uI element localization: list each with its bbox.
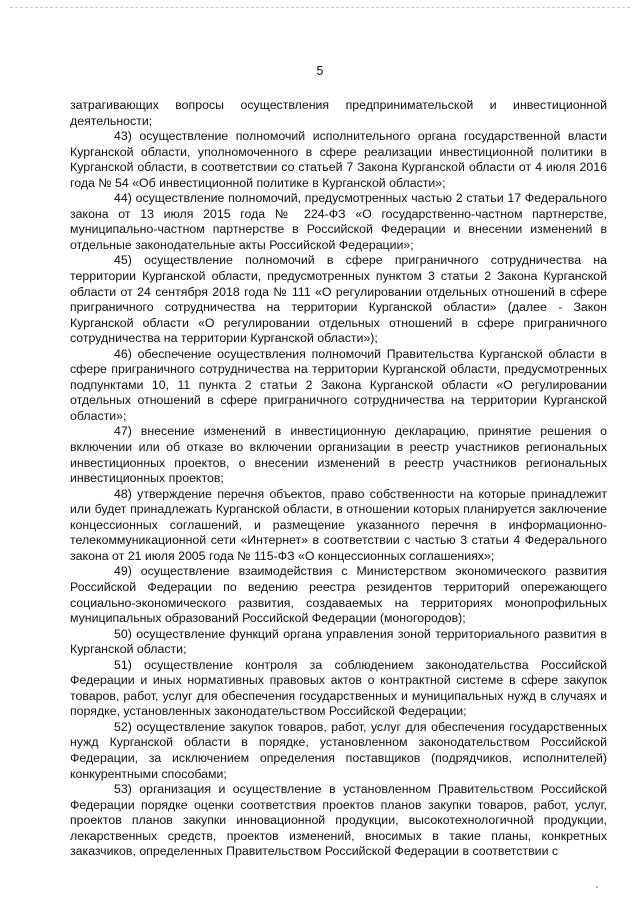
paragraph-44: 44) осуществление полномочий, предусмотренных частью 2 статьи 17 Федерального закона от 13 июля 2015 года № 224-ФЗ «О государственно-частном партнерстве, муниципально-частном партнерстве в Российской Федерации и внесении изменений в отдельные законодательные акты Российской Федерации»; bbox=[70, 191, 607, 252]
paragraph-53: 53) организация и осуществление в установленном Правительством Российской Федерации порядке оценки соответствия проектов планов закупки товаров, работ, услуг, проектов планов закупки инновационной продукции, высокотехнологичной продукции, лекарственных средств, проектов изменений, вносимых в такие планы, конкретных заказчиков, определенных Правительством Российской Федерации в соответствии с bbox=[70, 782, 607, 859]
paragraph-43: 43) осуществление полномочий исполнительного органа государственной власти Курганской области, уполномоченного в сфере реализации инвестиционной политики в Курганской области, в соответствии со статьей 7 Закона Курганской области от 4 июля 2016 года № 54 «Об инвестиционной политике в Курганской области»; bbox=[70, 129, 607, 190]
page-number: 5 bbox=[316, 64, 324, 78]
paragraph-46: 46) обеспечение осуществления полномочий Правительства Курганской области в сфере приграничного сотрудничества на территории Курганской области, предусмотренных подпунктами 10, 11 пункта 2 статьи 2 Закона Курганской области «О регулировании отдельных отношений в сфере приграничного сотрудничества на территории Курганской области»; bbox=[70, 346, 607, 423]
paragraph-47: 47) внесение изменений в инвестиционную декларацию, принятие решения о включении или об отказе во включении организации в реестр участников региональных инвестиционных проектов, о внесении изменений в реестр участников региональных инвестиционных проектов; bbox=[70, 424, 607, 486]
scan-top-edge bbox=[10, 7, 630, 8]
paragraph-51: 51) осуществление контроля за соблюдением законодательства Российской Федерации и иных нормативных правовых актов о контрактной системе в сфере закупок товаров, работ, услуг для обеспечения государственных и муниципальных нужд в случаях и порядке, установленных законодательством Российской Федерации; bbox=[70, 657, 607, 719]
paragraph-52: 52) осуществление закупок товаров, работ, услуг для обеспечения государственных нужд Курганской области в порядке, установленном законодательством Российской Федерации, за исключением определения поставщиков (подрядчиков, исполнителей) конкурентными способами; bbox=[70, 719, 607, 781]
paragraph-50: 50) осуществление функций органа управления зоной территориального развития в Курганской области; bbox=[70, 626, 607, 657]
scan-speck bbox=[596, 886, 598, 888]
paragraph-45: 45) осуществление полномочий в сфере приграничного сотрудничества на территории Курганской области, предусмотренных пунктом 3 статьи 2 Закона Курганской области от 24 сентября 2018 года № 111 «О регулировании отдельных отношений в сфере приграничного сотрудничества на территории Курганской области» (далее - Закон Курганской области «О регулировании отдельных отношений в сфере приграничного сотрудничества на территории Курганской области»); bbox=[70, 253, 607, 346]
paragraph-48: 48) утверждение перечня объектов, право собственности на которые принадлежит или будет принадлежать Курганской области, в отношении которых планируется заключение концессионных соглашений, и размещение указанного перечня в информационно-телекоммуникационной сети «Интернет» в соответствии с частью 3 статьи 4 Федерального закона от 21 июля 2005 года № 115-ФЗ «О концессионных соглашениях»; bbox=[70, 486, 607, 563]
document-body bbox=[70, 98, 607, 860]
paragraph-continuation: затрагивающих вопросы осуществления предпринимательской и инвестиционной деятельности; bbox=[70, 98, 607, 128]
paragraph-49: 49) осуществление взаимодействия с Министерством экономического развития Российской Федерации по ведению реестра резидентов территорий опережающего социально-экономического развития, создаваемых на территориях монопрофильных муниципальных образований Российской Федерации (моногородов); bbox=[70, 564, 607, 626]
